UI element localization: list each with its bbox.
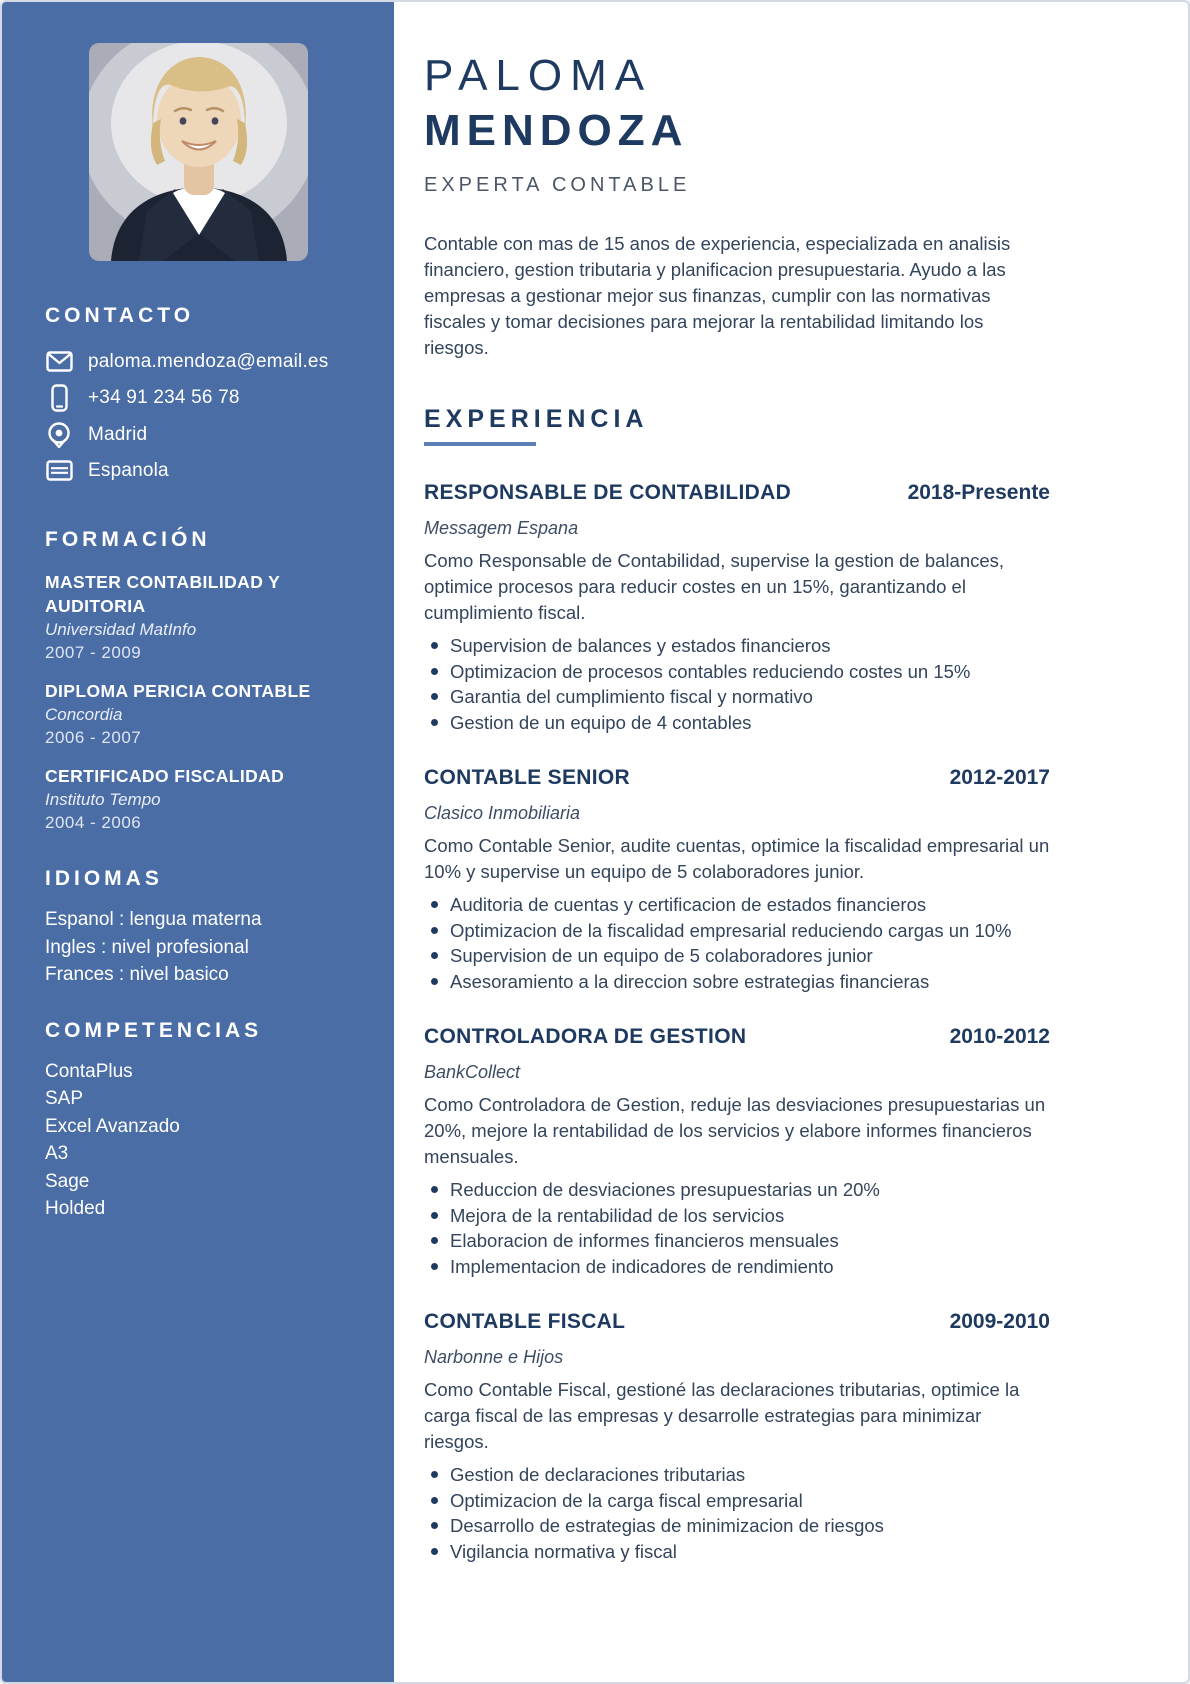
- job-bullet: Desarrollo de estrategias de minimizacion de riesgos: [424, 1513, 1050, 1539]
- job-header: [424, 1024, 1050, 1050]
- skills-list: [45, 1058, 351, 1223]
- skill-item: Holded: [45, 1198, 106, 1219]
- job-dates: 2009-2010: [949, 1310, 1050, 1333]
- job-bullet-list: [424, 633, 1050, 735]
- education-degree: CERTIFICADO FISCALIDAD: [45, 766, 285, 786]
- job-dates: 2012-2017: [949, 766, 1050, 789]
- education-dates: 2007 - 2009: [45, 643, 142, 662]
- job-dates: 2010-2012: [949, 1025, 1050, 1048]
- job-title: CONTABLE FISCAL: [424, 1310, 626, 1333]
- experience-title-underline: [424, 442, 536, 446]
- job-title: CONTABLE SENIOR: [424, 766, 630, 789]
- skill-item: A3: [45, 1143, 69, 1164]
- profile-photo-illustration: [89, 43, 308, 261]
- education-item: [45, 764, 351, 834]
- job-entry: [424, 1024, 1050, 1279]
- experience-section-title: EXPERIENCIA: [424, 405, 649, 433]
- job-description: Como Contable Senior, audite cuentas, optimice la fiscalidad empresarial un 10% y supervise un equipo de 5 colaboradores junior.: [424, 835, 1050, 882]
- job-bullet: Asesoramiento a la direccion sobre estrategias financieras: [424, 969, 1050, 995]
- profile-summary: Contable con mas de 15 anos de experiencia, especializada en analisis financiero, gestion tributaria y planificacion presupuestaria. Ayudo a las empresas a gestionar mejor sus finanzas, cumplir con las normativas fiscales y tomar decisiones para mejorar la rentabilidad limitando los riesgos.: [424, 233, 1011, 358]
- job-bullet: Mejora de la rentabilidad de los servicios: [424, 1203, 1050, 1229]
- sidebar: [2, 2, 394, 1682]
- education-dates: 2004 - 2006: [45, 813, 142, 832]
- job-header: [424, 1309, 1050, 1335]
- last-name: MENDOZA: [424, 106, 689, 155]
- education-item: [45, 679, 351, 749]
- phone-icon: [45, 384, 73, 412]
- skill-item: Sage: [45, 1170, 90, 1192]
- location-icon: [45, 421, 73, 448]
- contact-row-email: [45, 348, 351, 375]
- job-bullet: Gestion de declaraciones tributarias: [424, 1462, 1050, 1488]
- job-bullet: Optimizacion de la carga fiscal empresarial: [424, 1488, 1050, 1514]
- first-name: PALOMA: [424, 51, 653, 100]
- language-item: Espanol : lengua materna: [45, 909, 262, 930]
- job-title: RESPONSABLE DE CONTABILIDAD: [424, 481, 792, 504]
- languages-list: [45, 906, 351, 989]
- job-bullet: Optimizacion de procesos contables reduciendo costes un 15%: [424, 659, 1050, 685]
- job-title: CONTROLADORA DE GESTION: [424, 1025, 747, 1048]
- job-entry: [424, 765, 1050, 994]
- job-bullet: Gestion de un equipo de 4 contables: [424, 710, 1050, 736]
- job-bullet: Vigilancia normativa y fiscal: [424, 1539, 1050, 1565]
- skill-item: Excel Avanzado: [45, 1115, 180, 1137]
- job-bullet: Optimizacion de la fiscalidad empresarial reduciendo cargas un 10%: [424, 918, 1050, 944]
- job-dates: 2018-Presente: [907, 481, 1050, 504]
- contact-email-text: paloma.mendoza@email.es: [88, 350, 329, 372]
- job-description: Como Contable Fiscal, gestioné las declaraciones tributarias, optimice la carga fiscal de las empresas y desarrolle estrategias para minimizar riesgos.: [424, 1379, 1020, 1452]
- job-bullet: Elaboracion de informes financieros mensuales: [424, 1228, 1050, 1254]
- job-bullet-list: [424, 892, 1050, 994]
- main-content: [394, 2, 1188, 1682]
- education-item: [45, 570, 351, 664]
- language-item: Ingles : nivel profesional: [45, 936, 249, 958]
- education-dates: 2006 - 2007: [45, 728, 142, 747]
- languages-section-title: IDIOMAS: [45, 867, 163, 890]
- job-bullet: Supervision de balances y estados financieros: [424, 633, 1050, 659]
- contact-nationality-text: Espanola: [88, 459, 169, 481]
- email-icon: [45, 351, 73, 372]
- job-company: BankCollect: [424, 1062, 521, 1082]
- education-section-title: FORMACIÓN: [45, 528, 211, 551]
- job-description: Como Controladora de Gestion, reduje las desviaciones presupuestarias un 20%, mejore la rentabilidad de los servicios y elabore informes financieros mensuales.: [424, 1094, 1046, 1167]
- job-bullet: Garantia del cumplimiento fiscal y normativo: [424, 684, 1050, 710]
- skills-section-title: COMPETENCIAS: [45, 1018, 263, 1042]
- education-school: Universidad MatInfo: [45, 620, 197, 639]
- contact-row-phone: [45, 384, 351, 412]
- education-degree: MASTER CONTABILIDAD Y AUDITORIA: [45, 572, 280, 616]
- id-card-icon: [45, 460, 73, 481]
- contact-section-title: CONTACTO: [45, 304, 195, 327]
- job-bullet: Supervision de un equipo de 5 colaboradores junior: [424, 943, 1050, 969]
- job-entry: [424, 1309, 1050, 1564]
- job-entry: [424, 480, 1050, 735]
- job-description: Como Responsable de Contabilidad, supervise la gestion de balances, optimice procesos para reducir costes en un 15%, garantizando el cumplimiento fiscal.: [424, 550, 1005, 623]
- job-bullet: Implementacion de indicadores de rendimiento: [424, 1254, 1050, 1280]
- profile-photo: [89, 43, 308, 261]
- job-bullet-list: [424, 1177, 1050, 1279]
- education-school: Concordia: [45, 705, 123, 724]
- professional-title: EXPERTA CONTABLE: [424, 174, 691, 196]
- job-company: Clasico Inmobiliaria: [424, 803, 581, 823]
- job-bullet: Auditoria de cuentas y certificacion de estados financieros: [424, 892, 1050, 918]
- education-degree: DIPLOMA PERICIA CONTABLE: [45, 681, 311, 701]
- job-bullet-list: [424, 1462, 1050, 1564]
- language-item: Frances : nivel basico: [45, 964, 229, 985]
- job-bullet: Reduccion de desviaciones presupuestarias un 20%: [424, 1177, 1050, 1203]
- contact-location-text: Madrid: [88, 423, 148, 445]
- education-list: [45, 570, 351, 834]
- contact-row-nationality: [45, 457, 351, 484]
- job-company: Messagem Espana: [424, 518, 579, 538]
- job-company: Narbonne e Hijos: [424, 1347, 564, 1367]
- contact-list: [45, 348, 351, 484]
- contact-row-location: [45, 421, 351, 448]
- education-school: Instituto Tempo: [45, 790, 161, 809]
- skill-item: ContaPlus: [45, 1060, 133, 1082]
- job-header: [424, 480, 1050, 506]
- job-header: [424, 765, 1050, 791]
- name-heading: [424, 48, 1050, 158]
- contact-phone-text: +34 91 234 56 78: [88, 387, 240, 408]
- skill-item: SAP: [45, 1088, 84, 1109]
